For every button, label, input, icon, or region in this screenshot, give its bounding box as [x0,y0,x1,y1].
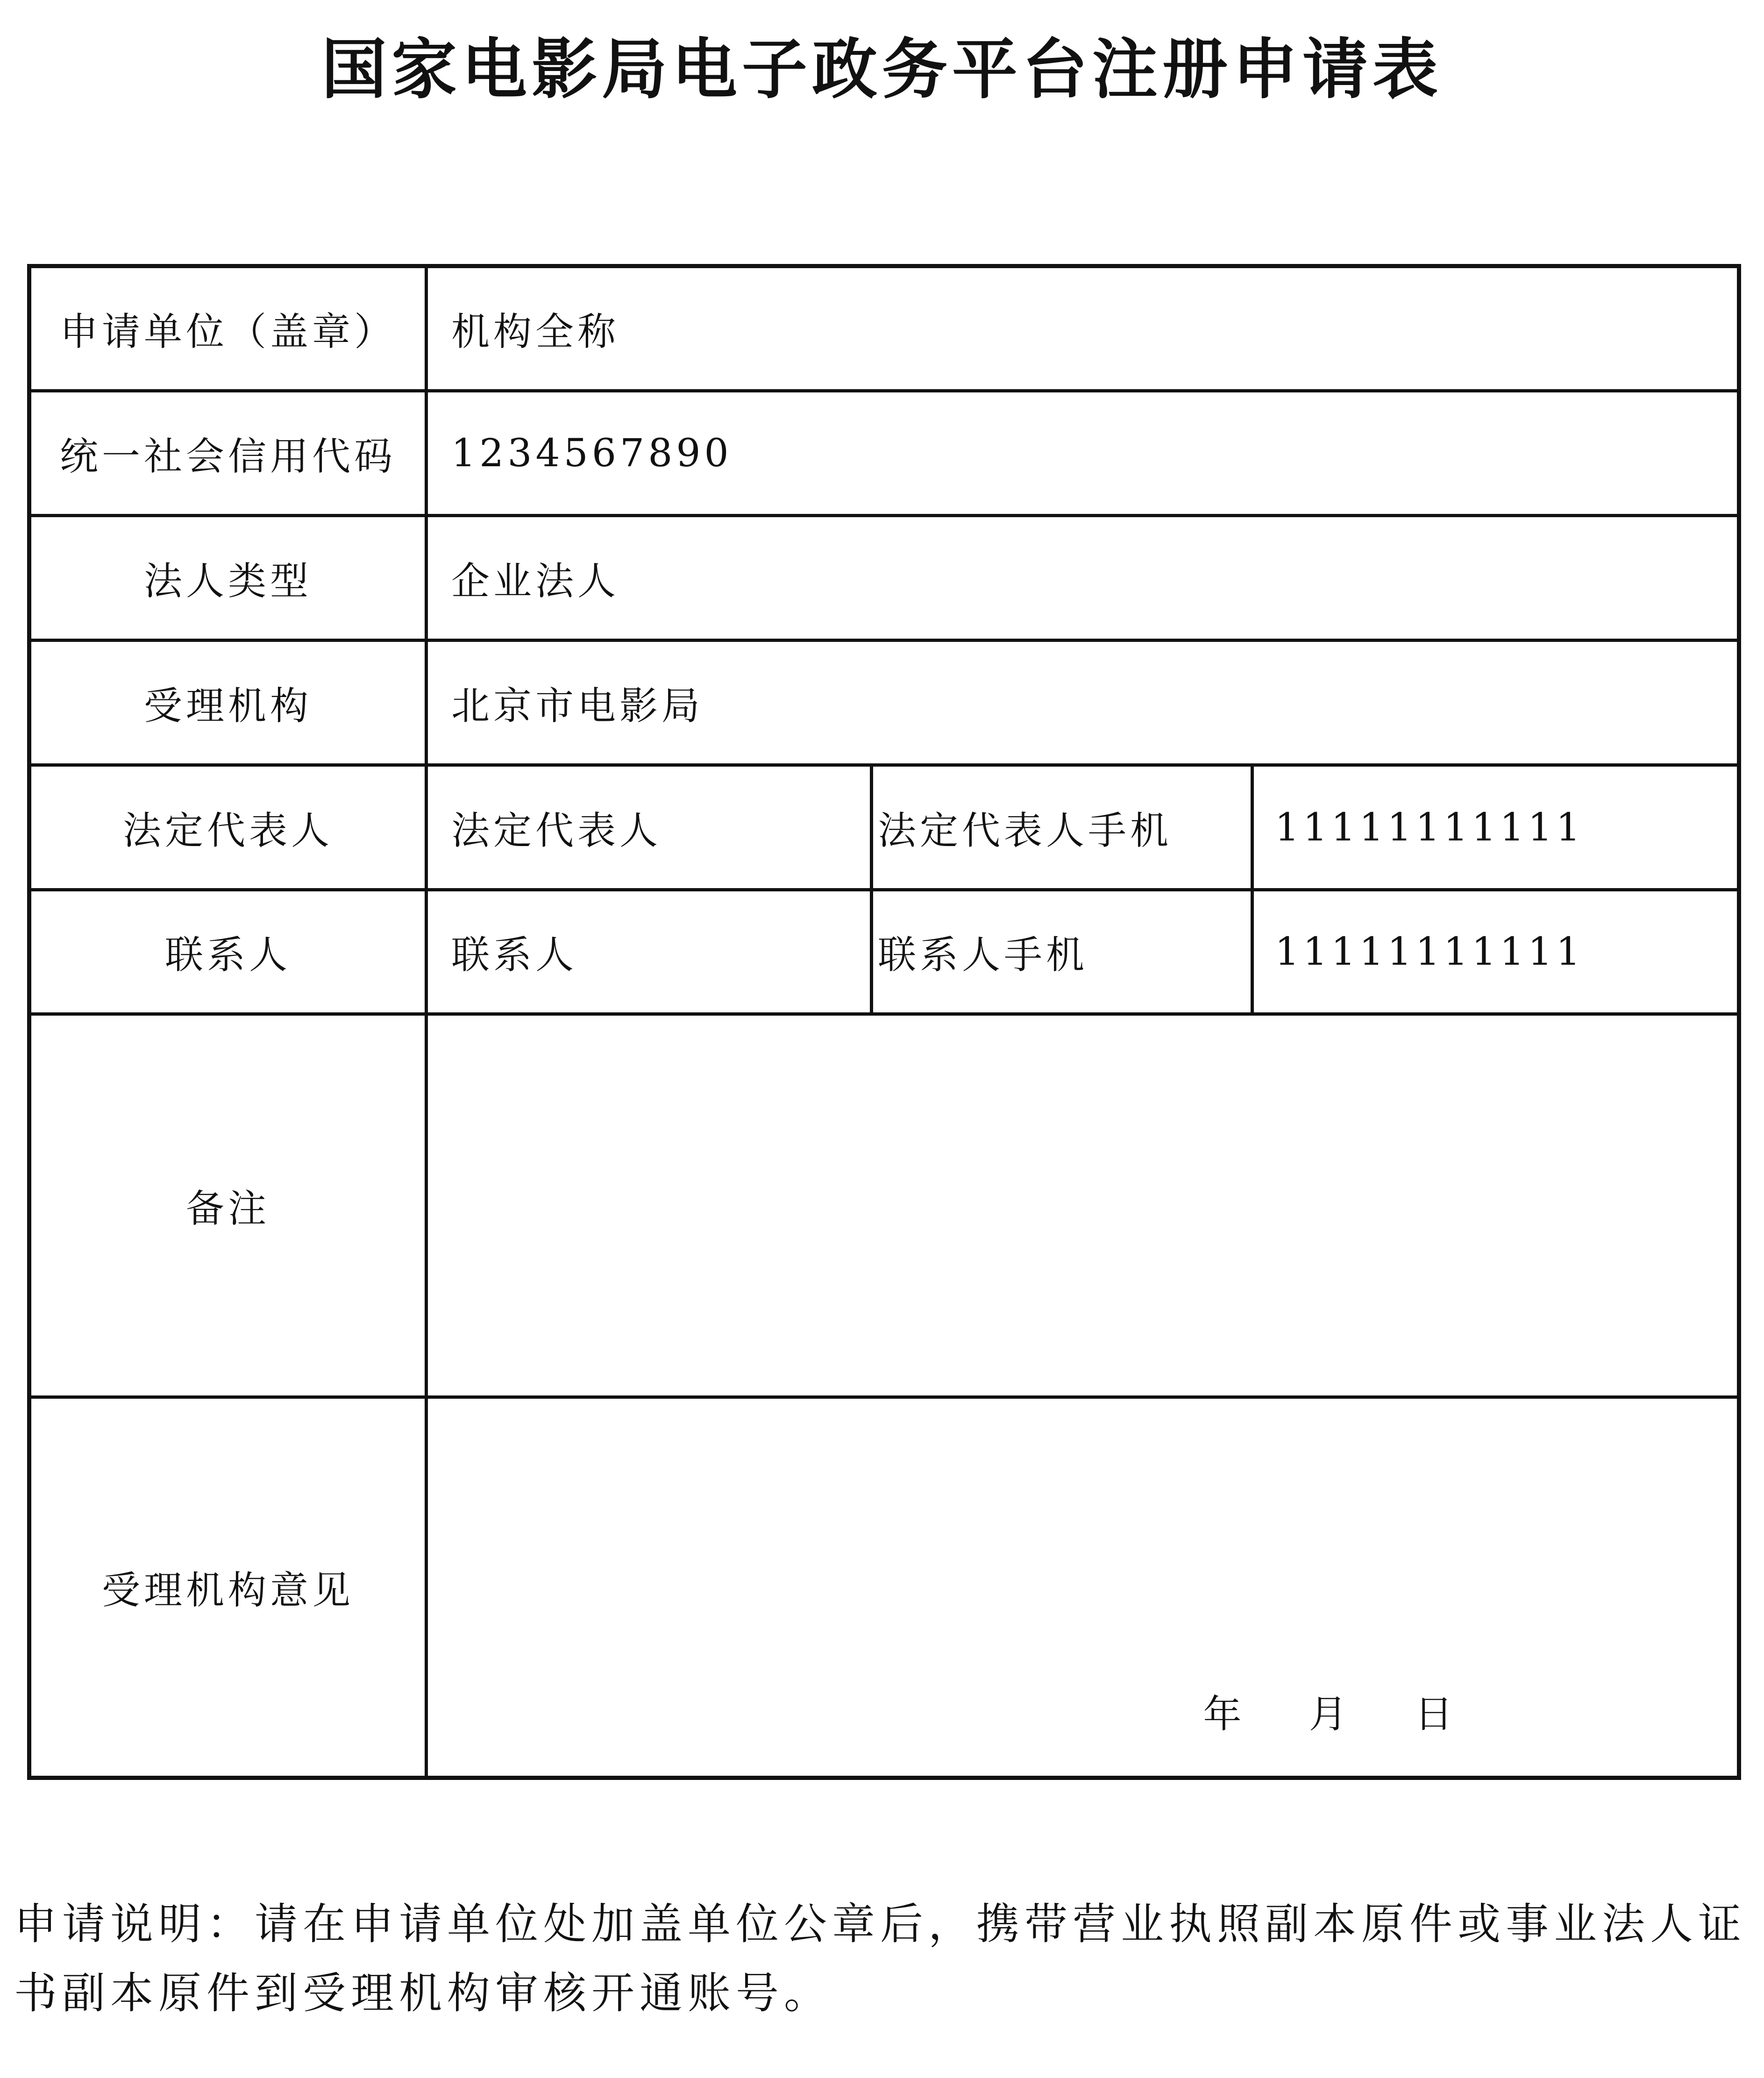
remarks-value [427,1014,1739,1397]
row-applicant [29,266,1739,391]
agency-value: 北京市电影局 [427,640,1739,765]
row-credit-code [29,391,1739,516]
contact-phone-value: 11111111111 [1252,890,1739,1014]
row-legal-type [29,516,1739,640]
applicant-value: 机构全称 [427,266,1739,391]
row-agency [29,640,1739,765]
contact-phone-label: 联系人手机 [872,890,1252,1014]
legal-rep-phone-label: 法定代表人手机 [872,765,1252,890]
legal-type-label: 法人类型 [29,516,427,640]
row-agency-opinion [29,1397,1739,1778]
row-legal-rep [29,765,1739,890]
credit-code-value: 1234567890 [427,391,1739,516]
applicant-label: 申请单位（盖章） [29,266,427,391]
registration-form-table [27,264,1741,1780]
contact-label: 联系人 [29,890,427,1014]
agency-opinion-label: 受理机构意见 [29,1397,427,1778]
row-contact [29,890,1739,1014]
legal-type-value: 企业法人 [427,516,1739,640]
legal-rep-phone-value: 11111111111 [1252,765,1739,890]
legal-rep-value: 法定代表人 [427,765,872,890]
legal-rep-label: 法定代表人 [29,765,427,890]
form-title: 国家电影局电子政务平台注册申请表 [321,32,1443,108]
row-remarks [29,1014,1739,1397]
remarks-label: 备注 [29,1014,427,1397]
agency-opinion-area [427,1397,1739,1778]
agency-label: 受理机构 [29,640,427,765]
application-notes: 申请说明：请在申请单位处加盖单位公章后，携带营业执照副本原件或事业法人证书副本原件到受理机构审核开通账号。 [14,1899,1747,2018]
contact-value: 联系人 [427,890,872,1014]
credit-code-label: 统一社会信用代码 [29,391,427,516]
date-line: 年 月 日 [1203,1692,1457,1736]
